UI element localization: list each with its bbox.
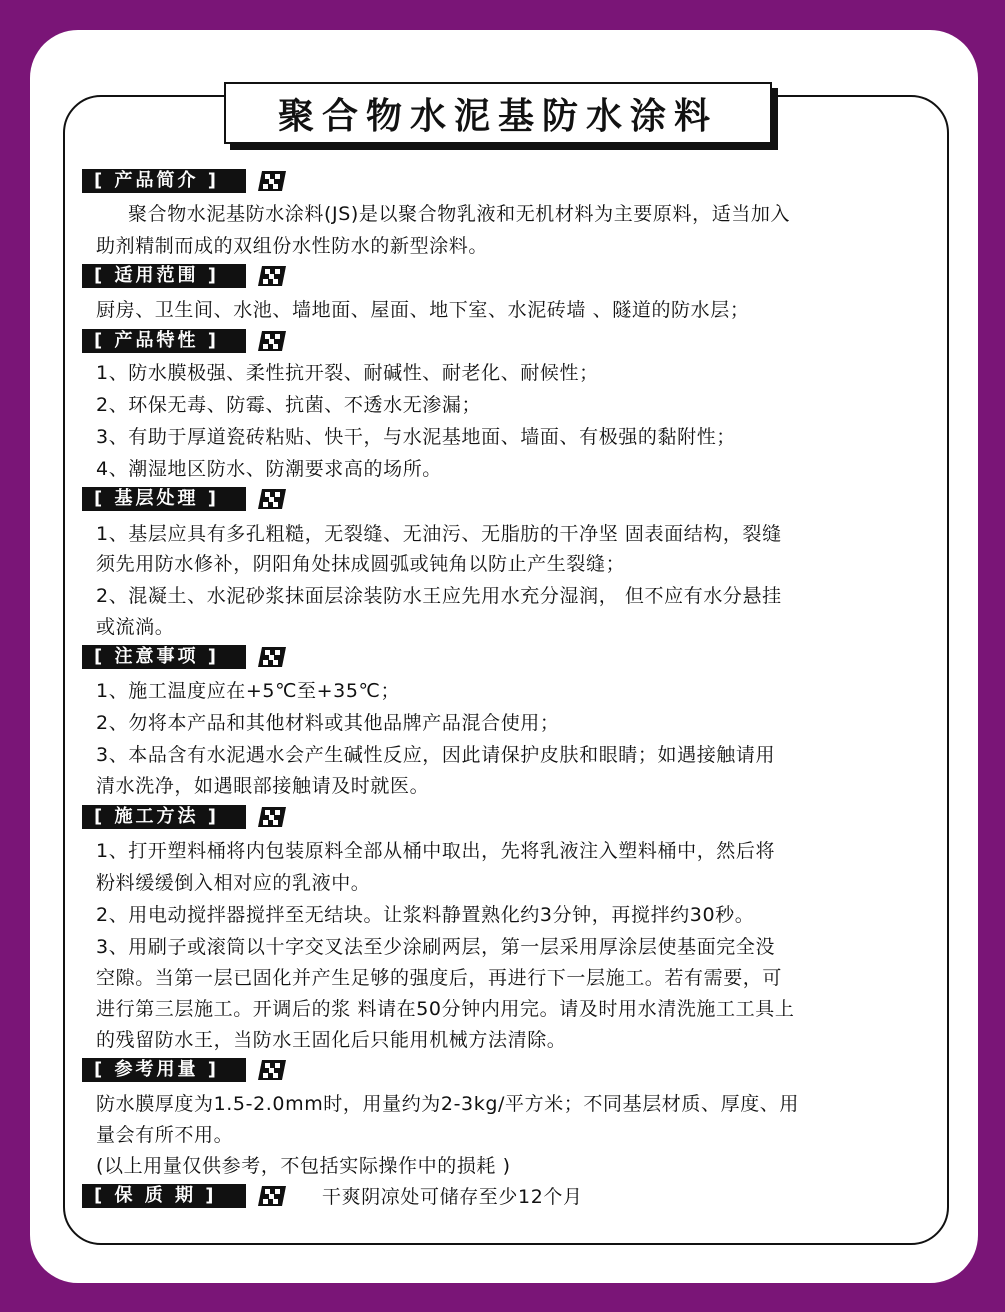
features-line-1: 1、防水膜极强、柔性抗开裂、耐碱性、耐老化、耐候性；	[96, 362, 599, 384]
checkered-flag-icon	[256, 805, 288, 829]
method-line-2: 粉料缓缓倒入相对应的乳液中。	[96, 872, 371, 894]
base-line-1: 1、基层应具有多孔粗糙，无裂缝、无油污、无脂肪的干净坚 固表面结构，裂缝	[96, 523, 782, 545]
checkered-flag-icon	[256, 645, 288, 669]
checkered-flag-icon	[256, 1058, 288, 1082]
method-line-5: 空隙。当第一层已固化并产生足够的强度后，再进行下一层施工。若有需要，可	[96, 967, 783, 989]
checkered-flag-icon	[256, 1184, 288, 1208]
scope-line-1: 厨房、卫生间、水池、墙地面、屋面、地下室、水泥砖墙 、隧道的防水层；	[96, 299, 750, 321]
intro-line-1: 聚合物水泥基防水涂料(JS)是以聚合物乳液和无机材料为主要原料，适当加入	[128, 203, 791, 225]
method-line-4: 3、用刷子或滚筒以十字交叉法至少涂刷两层，第一层采用厚涂层使基面完全没	[96, 936, 776, 958]
section-label: [ 适用范围 ]	[82, 264, 246, 288]
section-header-shelf	[82, 1184, 288, 1208]
method-line-6: 进行第三层施工。开调后的浆 料请在50分钟内用完。请及时用水清洗施工工具上	[96, 998, 795, 1020]
section-label: [ 参考用量 ]	[82, 1058, 246, 1082]
notes-line-1: 1、施工温度应在+5℃至+35℃；	[96, 680, 401, 702]
method-line-7: 的残留防水王，当防水王固化后只能用机械方法清除。	[96, 1029, 567, 1051]
section-label: [ 产品特性 ]	[82, 329, 246, 353]
section-label: [ 施工方法 ]	[82, 805, 246, 829]
section-header-base	[82, 487, 288, 511]
usage-line-3: (以上用量仅供参考，不包括实际操作中的损耗 )	[96, 1155, 511, 1177]
section-label: [ 基层处理 ]	[82, 487, 246, 511]
features-line-2: 2、环保无毒、防霉、抗菌、不透水无渗漏；	[96, 394, 482, 416]
features-line-4: 4、潮湿地区防水、防潮要求高的场所。	[96, 458, 442, 480]
method-line-3: 2、用电动搅拌器搅拌至无结块。让浆料静置熟化约3分钟，再搅拌约30秒。	[96, 904, 755, 926]
section-header-features	[82, 329, 288, 353]
section-label: [ 产品简介 ]	[82, 169, 246, 193]
checkered-flag-icon	[256, 264, 288, 288]
notes-line-3: 3、本品含有水泥遇水会产生碱性反应，因此请保护皮肤和眼睛；如遇接触请用	[96, 744, 776, 766]
checkered-flag-icon	[256, 487, 288, 511]
method-line-1: 1、打开塑料桶将内包装原料全部从桶中取出，先将乳液注入塑料桶中，然后将	[96, 840, 776, 862]
checkered-flag-icon	[256, 329, 288, 353]
usage-line-1: 防水膜厚度为1.5-2.0mm时，用量约为2-3kg/平方米；不同基层材质、厚度、用	[96, 1093, 800, 1115]
section-header-intro	[82, 169, 288, 193]
usage-line-2: 量会有所不用。	[96, 1124, 234, 1146]
section-header-scope	[82, 264, 288, 288]
shelf-life-text: 干爽阴凉处可储存至少12个月	[322, 1186, 583, 1208]
base-line-4: 或流淌。	[96, 616, 175, 638]
title-box	[224, 82, 772, 144]
base-line-3: 2、混凝土、水泥砂浆抹面层涂装防水王应先用水充分湿润， 但不应有水分悬挂	[96, 585, 782, 607]
notes-line-2: 2、勿将本产品和其他材料或其他品牌产品混合使用；	[96, 712, 560, 734]
page-title: 聚合物水泥基防水涂料	[277, 95, 718, 137]
section-label: [ 保 质 期 ]	[82, 1184, 246, 1208]
base-line-2: 须先用防水修补，阴阳角处抹成圆弧或钝角以防止产生裂缝；	[96, 553, 626, 575]
section-header-notes	[82, 645, 288, 669]
section-header-method	[82, 805, 288, 829]
checkered-flag-icon	[256, 169, 288, 193]
section-label: [ 注意事项 ]	[82, 645, 246, 669]
section-header-usage	[82, 1058, 288, 1082]
intro-line-2: 助剂精制而成的双组份水性防水的新型涂料。	[96, 235, 489, 257]
features-line-3: 3、有助于厚道瓷砖粘贴、快干，与水泥基地面、墙面、有极强的黏附性；	[96, 426, 736, 448]
notes-line-4: 清水洗净，如遇眼部接触请及时就医。	[96, 775, 430, 797]
